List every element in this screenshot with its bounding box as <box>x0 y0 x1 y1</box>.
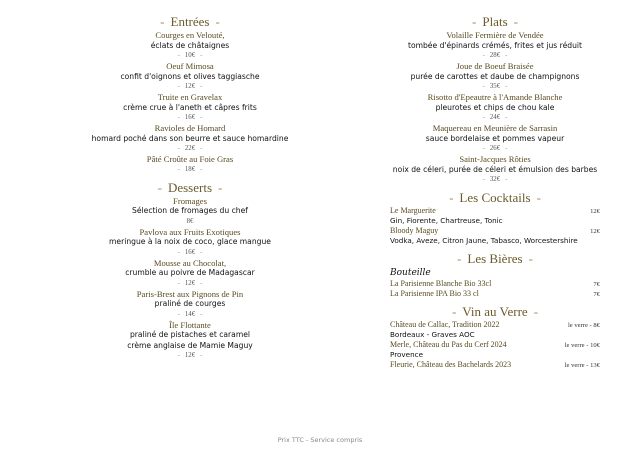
item-name: Pâté Croûte au Foie Gras <box>146 154 234 164</box>
price-dash: - <box>482 114 485 121</box>
plats-list <box>390 30 600 185</box>
item-name: Volaille Fermière de Vendée <box>446 30 544 40</box>
item-price <box>60 248 320 258</box>
item-desc: éclats de châtaignes <box>150 40 230 50</box>
item-price <box>390 144 600 154</box>
item-price: 7€ <box>593 281 600 288</box>
item-desc: pleurotes et chips de chou kale <box>435 102 555 112</box>
price-value: 32€ <box>489 176 501 183</box>
item-desc: Provence <box>390 350 424 359</box>
item-name: Truite en Gravelax <box>157 92 223 102</box>
price-dash: - <box>200 248 203 256</box>
item-price: 12€ <box>590 208 600 215</box>
item-name: Île Flottante <box>169 319 211 330</box>
item-row <box>390 360 600 370</box>
menu-item <box>60 258 320 289</box>
price-dash: - <box>505 114 508 121</box>
price-dash: - <box>505 176 508 183</box>
item-name: Mousse au Chocolat, <box>153 257 227 268</box>
price-value: 10€ <box>184 52 196 59</box>
item-price <box>390 113 600 123</box>
item-name: Le Marguerite <box>390 206 436 215</box>
bieres-subtitle: Bouteille <box>390 268 431 278</box>
item-name: Risotto d'Epeautre à l'Amande Blanche <box>427 92 563 102</box>
price-dash: - <box>505 145 508 152</box>
menu-item <box>60 227 320 258</box>
price-dash: - <box>200 114 203 121</box>
item-desc: homard poché dans son beurre et sauce homardine <box>91 133 289 143</box>
item-name: Paris-Brest aux Pignons de Pin <box>136 288 244 299</box>
price-dash: - <box>200 165 203 173</box>
item-row <box>390 289 600 299</box>
price-dash: - <box>482 176 485 183</box>
menu-item <box>390 279 600 289</box>
item-name: Oeuf Mimosa <box>166 61 214 71</box>
item-price <box>60 217 320 227</box>
menu-item <box>390 123 600 154</box>
item-price: le verre - 8€ <box>567 322 600 329</box>
bieres-list <box>390 279 600 299</box>
menu-item <box>390 30 600 61</box>
item-name: Fleurie, Château des Bachelards 2023 <box>390 360 512 369</box>
price-value: 35€ <box>489 83 501 90</box>
menu-item <box>390 226 600 246</box>
item-desc: crème crue à l'aneth et câpres frits <box>123 102 257 112</box>
item-price <box>60 144 320 154</box>
price-dash: - <box>505 83 508 90</box>
item-desc: noix de céleri, purée de céleri et émulsion des barbes <box>392 164 598 174</box>
item-desc: confit d'oignons et olives taggiasche <box>120 71 260 81</box>
plats-heading: - Plats - <box>472 14 518 29</box>
price-dash: - <box>177 165 180 173</box>
price-dash: - <box>177 279 180 287</box>
price-dash: - <box>482 145 485 152</box>
item-desc: praliné de courges <box>154 299 226 308</box>
menu-item <box>60 61 320 92</box>
item-price: le verre - 13€ <box>564 362 600 369</box>
price-value: 12€ <box>184 352 196 359</box>
cocktails-list <box>390 206 600 246</box>
item-name: La Parisienne Blanche Bio 33cl <box>390 279 492 288</box>
item-name: La Parisienne IPA Bio 33 cl <box>390 289 479 298</box>
price-dash: - <box>177 83 180 90</box>
item-price: le verre - 10€ <box>564 342 600 349</box>
item-desc: Sélection de fromages du chef <box>132 206 248 215</box>
price-value: 8€ <box>186 217 194 225</box>
price-dash: - <box>177 352 180 359</box>
price-dash: - <box>200 279 203 287</box>
cocktails-heading: - Les Cocktails - <box>449 190 541 205</box>
menu-item <box>60 92 320 123</box>
menu-item <box>390 320 600 340</box>
item-row <box>390 226 600 236</box>
menu-item <box>60 196 320 227</box>
price-dash: - <box>177 310 180 318</box>
item-name: Bloody Maguy <box>390 226 439 235</box>
item-price <box>60 279 320 289</box>
price-value: 16€ <box>184 248 196 256</box>
price-dash: - <box>200 145 203 152</box>
price-dash: - <box>505 52 508 59</box>
menu-item <box>60 154 320 175</box>
menu-item <box>390 92 600 123</box>
price-value: 12€ <box>184 279 196 287</box>
price-value: 18€ <box>184 165 196 173</box>
item-name: Ravioles de Homard <box>154 123 226 133</box>
price-value: 22€ <box>184 145 196 152</box>
item-name: Château de Callac, Tradition 2022 <box>390 320 500 329</box>
menu-item <box>60 289 320 320</box>
desserts-heading: - Desserts - <box>157 179 223 195</box>
item-row <box>390 279 600 289</box>
item-price <box>60 165 320 175</box>
item-price: 12€ <box>590 228 600 235</box>
price-dash: - <box>177 52 180 59</box>
price-value: 28€ <box>489 52 501 59</box>
price-dash: - <box>177 114 180 121</box>
item-desc: meringue à la noix de coco, glace mangue <box>109 237 271 246</box>
item-name: Saint-Jacques Rôties <box>459 154 531 164</box>
price-value: 12€ <box>184 83 196 90</box>
item-row <box>390 340 600 350</box>
menu-item <box>60 320 320 362</box>
item-name: Joue de Boeuf Braisée <box>456 61 534 71</box>
entrees-list <box>60 30 320 175</box>
price-dash: - <box>482 83 485 90</box>
price-dash: - <box>177 145 180 152</box>
price-dash: - <box>200 83 203 90</box>
menu-item <box>390 289 600 299</box>
item-price <box>390 175 600 185</box>
item-desc: purée de carottes et daube de champignons <box>410 71 580 81</box>
item-name: Maquereau en Meunière de Sarrasin <box>432 123 558 133</box>
price-value: 26€ <box>489 145 501 152</box>
item-name: Pavlova aux Fruits Exotiques <box>139 226 241 237</box>
item-price <box>390 51 600 61</box>
item-desc: tombée d'épinards crémés, frites et jus réduit <box>407 40 583 50</box>
bieres-heading: - Les Bières - <box>457 251 533 266</box>
item-row <box>390 320 600 330</box>
item-name: Fromages <box>173 195 207 206</box>
vins-heading: - Vin au Verre - <box>451 304 539 319</box>
price-dash: - <box>482 52 485 59</box>
item-name: Merle, Château du Pas du Cerf 2024 <box>390 340 507 349</box>
desserts-list <box>60 196 320 362</box>
entrees-heading: - Entrées - <box>160 14 220 29</box>
item-desc: crumble au poivre de Madagascar <box>125 268 255 277</box>
item-price <box>390 82 600 92</box>
item-desc: crème anglaise de Mamie Maguy <box>127 340 253 350</box>
price-dash: - <box>200 352 203 359</box>
price-dash: - <box>200 310 203 318</box>
price-value: 24€ <box>489 114 501 121</box>
item-desc: Vodka, Aveze, Citron Jaune, Tabasco, Worcestershire <box>390 236 578 245</box>
menu-item <box>390 206 600 226</box>
footer-note: Prix TTC - Service compris <box>277 436 363 444</box>
item-price <box>60 82 320 92</box>
item-price <box>60 113 320 123</box>
item-desc: sauce bordelaise et pommes vapeur <box>425 133 565 143</box>
menu-item <box>390 360 600 370</box>
menu-item <box>390 61 600 92</box>
menu-item <box>60 123 320 154</box>
price-dash: - <box>177 248 180 256</box>
vins-list <box>390 320 600 370</box>
item-price <box>60 310 320 320</box>
item-price <box>60 351 320 361</box>
menu-item <box>390 154 600 185</box>
price-value: 16€ <box>184 114 196 121</box>
item-price: 7€ <box>593 291 600 298</box>
item-desc: praliné de pistaches et caramel <box>129 330 250 339</box>
item-price <box>60 51 320 61</box>
item-desc: Bordeaux - Graves AOC <box>390 330 475 339</box>
price-value: 14€ <box>184 310 196 318</box>
item-row <box>390 206 600 216</box>
right-column <box>390 14 600 370</box>
item-name: Courges en Velouté, <box>155 30 225 40</box>
left-column <box>60 14 320 361</box>
item-desc: Gin, Fiorente, Chartreuse, Tonic <box>390 216 503 225</box>
menu-item <box>60 30 320 61</box>
menu-item <box>390 340 600 360</box>
price-dash: - <box>200 52 203 59</box>
